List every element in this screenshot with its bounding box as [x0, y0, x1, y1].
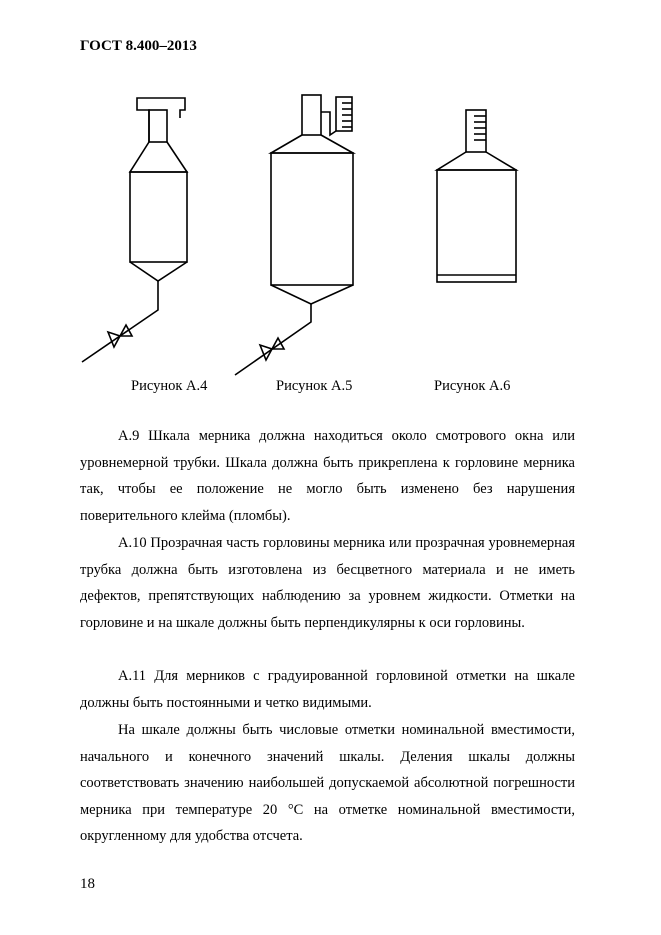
a5-upper-cone	[271, 135, 353, 153]
a5-valve-right	[272, 338, 284, 349]
a4-drain-pipe	[82, 281, 158, 362]
a4-upper-cone	[130, 142, 187, 172]
a5-scale-bracket	[321, 112, 336, 135]
page-number: 18	[80, 876, 95, 892]
a4-body	[130, 172, 187, 262]
page-header: ГОСТ 8.400–2013	[80, 38, 197, 54]
figure-a4-caption: Рисунок А.4	[131, 378, 208, 394]
a4-valve-right	[120, 325, 132, 336]
figure-a5-caption: Рисунок А.5	[276, 378, 353, 394]
paragraph-scale-marks: На шкале должны быть числовые отметки номинальной вместимости, начального и конечного значений шкалы. Деления шкалы должны соответствовать значению наибольшей допускаемой абсолютной погрешности мерника при температуре 20 °С на отметке номинальной вместимости, округленному для удобства отсчета.	[80, 722, 575, 844]
a4-neck	[149, 110, 167, 142]
a5-lower-cone	[271, 285, 353, 304]
paragraph-a10: А.10 Прозрачная часть горловины мерника или прозрачная уровнемерная трубка должна быть изготовлена из бесцветного материала и не иметь дефектов, препятствующих наблюдению за уровнем жидкости. Отметки на горловине и на шкале должны быть перпендикулярны к оси горловины.	[80, 535, 575, 631]
a5-drain-pipe	[235, 304, 311, 375]
a4-lower-cone	[130, 262, 187, 281]
a6-shoulder	[437, 152, 516, 170]
figure-a6-caption: Рисунок А.6	[434, 378, 511, 394]
a5-neck	[302, 95, 321, 135]
a5-body	[271, 153, 353, 285]
figures-area	[0, 0, 661, 380]
paragraph-a9: А.9 Шкала мерника должна находиться около смотрового окна или уровнемерной трубки. Шкала должна быть прикреплена к горловине мерника так, чтобы ее положение не могло быть изменено без нарушения поверительного клейма (пломбы).	[80, 428, 575, 524]
paragraph-a11: А.11 Для мерников с градуированной горловиной отметки на шкале должны быть постоянными и четко видимыми.	[80, 668, 575, 711]
figure-a5-vessel-drawing	[235, 95, 353, 375]
a6-body	[437, 170, 516, 282]
a4-neck-cap	[137, 98, 185, 142]
a5-scale	[336, 97, 352, 131]
figure-a6-vessel-drawing	[437, 110, 516, 282]
figure-a4-vessel-drawing	[82, 98, 187, 362]
